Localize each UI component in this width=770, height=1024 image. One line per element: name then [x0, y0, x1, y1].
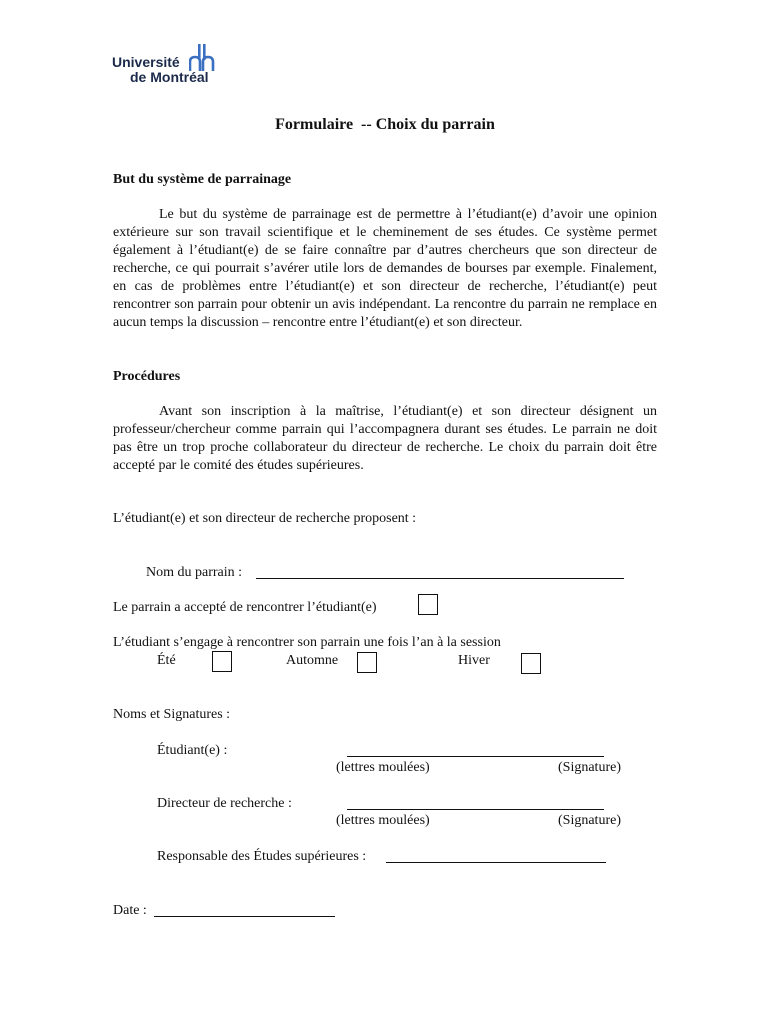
session-ete-label: Été [157, 653, 176, 668]
session-automne-checkbox[interactable] [357, 652, 377, 673]
purpose-paragraph: Le but du système de parrainage est de permettre à l’étudiant(e) d’avoir une opinion extérieure sur son travail scientifique et le cheminement de ses études. Ce système permet également à l’étudiant(e) de se faire connaître par d’autres chercheurs que son directeur de recherche, ce qui pourrait s’avérer utile lors de demandes de bourses par exemple. Finalement, en cas de problèmes entre l’étudiant(e) et son directeur de recherche, l’étudiant(e) peut rencontrer son parrain pour obtenir un avis indépendant. La rencontre du parrain ne remplace en aucun temps la discussion – rencontre entre l’étudiant(e) et son directeur. [113, 207, 657, 330]
student-print-hint: (lettres moulées) [336, 760, 430, 775]
session-automne-label: Automne [286, 653, 339, 668]
accepted-label: Le parrain a accepté de rencontrer l’étudiant(e) [113, 600, 377, 615]
director-signature-hint: (Signature) [558, 813, 621, 828]
student-signature-hint: (Signature) [558, 760, 621, 775]
parrain-name-label: Nom du parrain : [146, 565, 243, 580]
student-label: Étudiant(e) : [157, 743, 228, 758]
student-signature-field[interactable] [347, 756, 604, 757]
logo-line-1: Université [112, 54, 180, 70]
director-label: Directeur de recherche : [157, 796, 292, 811]
page-title: Formulaire -- Choix du parrain [275, 116, 495, 133]
propose-label: L’étudiant(e) et son directeur de recherche proposent : [113, 511, 417, 526]
date-field[interactable] [154, 916, 335, 917]
section-heading-purpose: But du système de parrainage [113, 172, 292, 187]
session-hiver-checkbox[interactable] [521, 653, 541, 674]
signatures-label: Noms et Signatures : [113, 707, 231, 722]
engage-label: L’étudiant s’engage à rencontrer son parrain une fois l’an à la session [113, 635, 501, 650]
director-print-hint: (lettres moulées) [336, 813, 430, 828]
director-signature-field[interactable] [347, 809, 604, 810]
session-ete-checkbox[interactable] [212, 651, 232, 672]
procedures-paragraph: Avant son inscription à la maîtrise, l’étudiant(e) et son directeur désignent un professeur/chercheur comme parrain qui l’accompagnera durant ses études. Le parrain ne doit pas être un trop proche collaborateur du directeur de recherche. Le choix du parrain doit être accepté par le comité des études supérieures. [113, 404, 657, 473]
logo-mark-icon [189, 44, 216, 72]
logo-line-2: de Montréal [130, 69, 209, 85]
accepted-checkbox[interactable] [418, 594, 438, 615]
responsable-label: Responsable des Études supérieures : [157, 849, 367, 864]
university-logo [112, 44, 222, 86]
parrain-name-field[interactable] [256, 578, 624, 579]
date-label: Date : [113, 903, 147, 918]
responsable-signature-field[interactable] [386, 862, 606, 863]
session-hiver-label: Hiver [458, 653, 490, 668]
section-heading-procedures: Procédures [113, 369, 181, 384]
